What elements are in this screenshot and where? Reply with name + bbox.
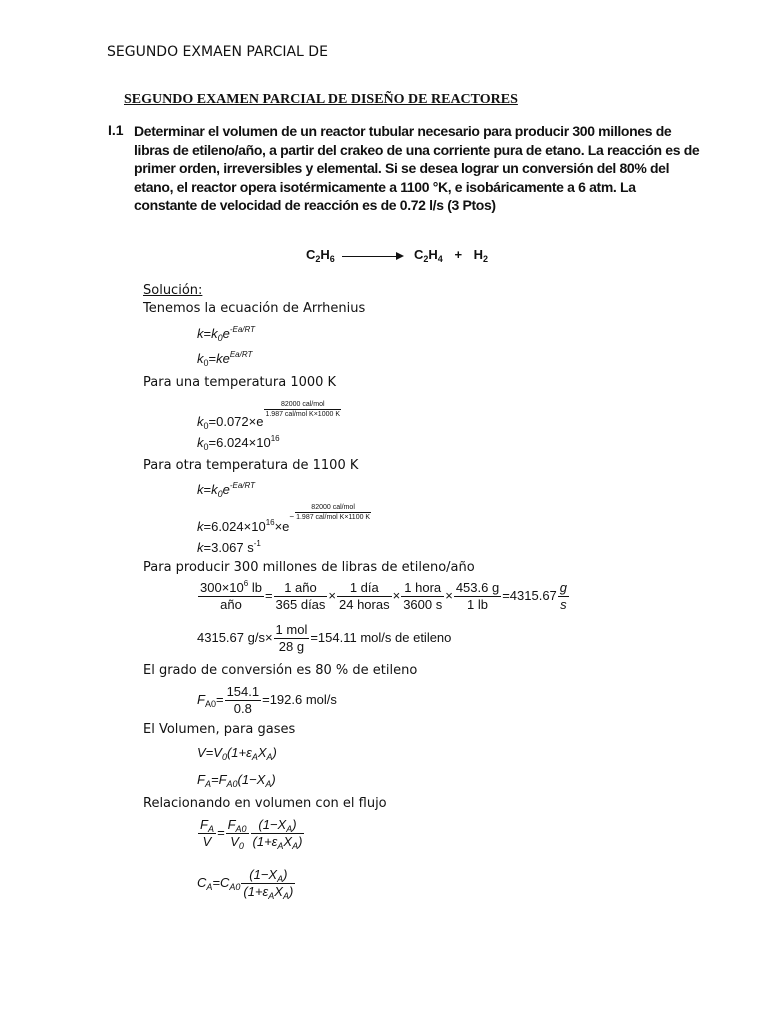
- equation-k-1100k: $k=6.024\times 10^{16}\times e^-$ 82000 cal/mol 1.987 cal/mol K×1100 K: [197, 504, 371, 534]
- reaction-equation: [306, 247, 335, 262]
- arrow-head-icon: [396, 252, 404, 260]
- equation-fa0: $F_{A0}=$ $\frac{154.1}{0.8}$ =192.6 mol/s: [197, 684, 337, 716]
- equation-k-value: k=3.067 $s^{-1}$: [197, 539, 261, 555]
- temp1-intro: Para una temperatura 1000 K: [143, 375, 337, 390]
- equation-k0-1000k: $k_0=0.072\times e$ 82000 cal/mol 1.987 cal/mol K×1000 K: [197, 401, 340, 431]
- arrhenius-intro: Tenemos la ecuación de Arrhenius: [143, 301, 366, 316]
- equation-k0: $k_0=ke^{Ea/RT}$: [197, 350, 253, 368]
- product-hydrogen: $H_2$: [473, 247, 489, 264]
- problem-statement: [134, 122, 700, 215]
- reaction-arrow: [342, 256, 400, 257]
- volume-intro: El Volumen, para gases: [143, 722, 296, 737]
- temp2-intro: Para otra temperatura de 1100 K: [143, 458, 359, 473]
- problem-number: I.1: [108, 122, 124, 138]
- problem-line: Determinar el volumen de un reactor tubular necesario para producir 300 millones de: [134, 123, 672, 139]
- product-ethylene: $C_2H_4$: [414, 247, 443, 264]
- relation-intro: Relacionando en volumen con el flujo: [143, 796, 387, 811]
- document-header: SEGUNDO EXMAEN PARCIAL DE: [107, 44, 328, 60]
- reaction-products: [414, 247, 488, 262]
- exam-title: SEGUNDO EXAMEN PARCIAL DE DISEÑO DE REACTORES: [124, 92, 518, 107]
- equation-fa: $F_A=F_{A0}(1-X_A)$: [197, 772, 276, 789]
- equation-arrhenius-2: $k=k_0e^{-Ea/RT}$: [197, 481, 256, 499]
- equation-arrhenius: $k=k_0e^{-Ea/RT}$: [197, 325, 256, 343]
- conversion-intro: El grado de conversión es 80 % de etileno: [143, 663, 418, 678]
- equation-production-rate: $\frac{300\times 10^6 lb}{\text{año}}$ = $\frac{\text{1 año}}{\text{365 días}}$ × $\frac{\text{1 día}}{\text{24 horas}}$ × $\frac{\text{1 hora}}{3600 s}$ × $\frac{453.6 g}{1 lb}$ =4315.67 $\frac{g}{s}$: [200, 579, 568, 612]
- equation-molar-flow: 4315.67 g/s× $\frac{\text{1 mol}}{28 g}$ =154.11 mol/s de etileno: [197, 622, 452, 654]
- production-intro: Para producir 300 millones de libras de etileno/año: [143, 560, 475, 575]
- equation-concentration: $C_A=C_{A0}$ $\frac{(1-X_A)}{(1+\varepsilon_AX_A)}$: [197, 867, 294, 901]
- plus-sign: +: [454, 247, 463, 262]
- equation-flow-volume-ratio: $\frac{F_A}{V}$ = $\frac{F_{A0}}{V_0}$ $\frac{(1-X_A)}{(1+\varepsilon_AX_A)}$: [200, 817, 303, 851]
- problem-line: constante de velocidad de reacción es de 0.72 l/s (3 Ptos): [134, 197, 496, 213]
- solution-heading: Solución:: [143, 283, 203, 298]
- problem-line: etano, el reactor opera isotérmicamente a 1100 °K, e isobáricamente a 6 atm. La: [134, 178, 636, 195]
- reactant-formula: $C_2H_6$: [306, 247, 335, 264]
- problem-line: libras de etileno/año, a partir del crakeo de una corriente pura de etano. La reacción es de: [134, 141, 700, 158]
- problem-line: primer orden, irreversibles y elemental. Si se desea lograr un conversión del 80% del: [134, 160, 670, 176]
- equation-volume: $V=V_0(1+\varepsilon_AX_A)$: [197, 745, 277, 762]
- equation-k0-value: $k_0=6.024\times 10^{16}$: [197, 434, 280, 452]
